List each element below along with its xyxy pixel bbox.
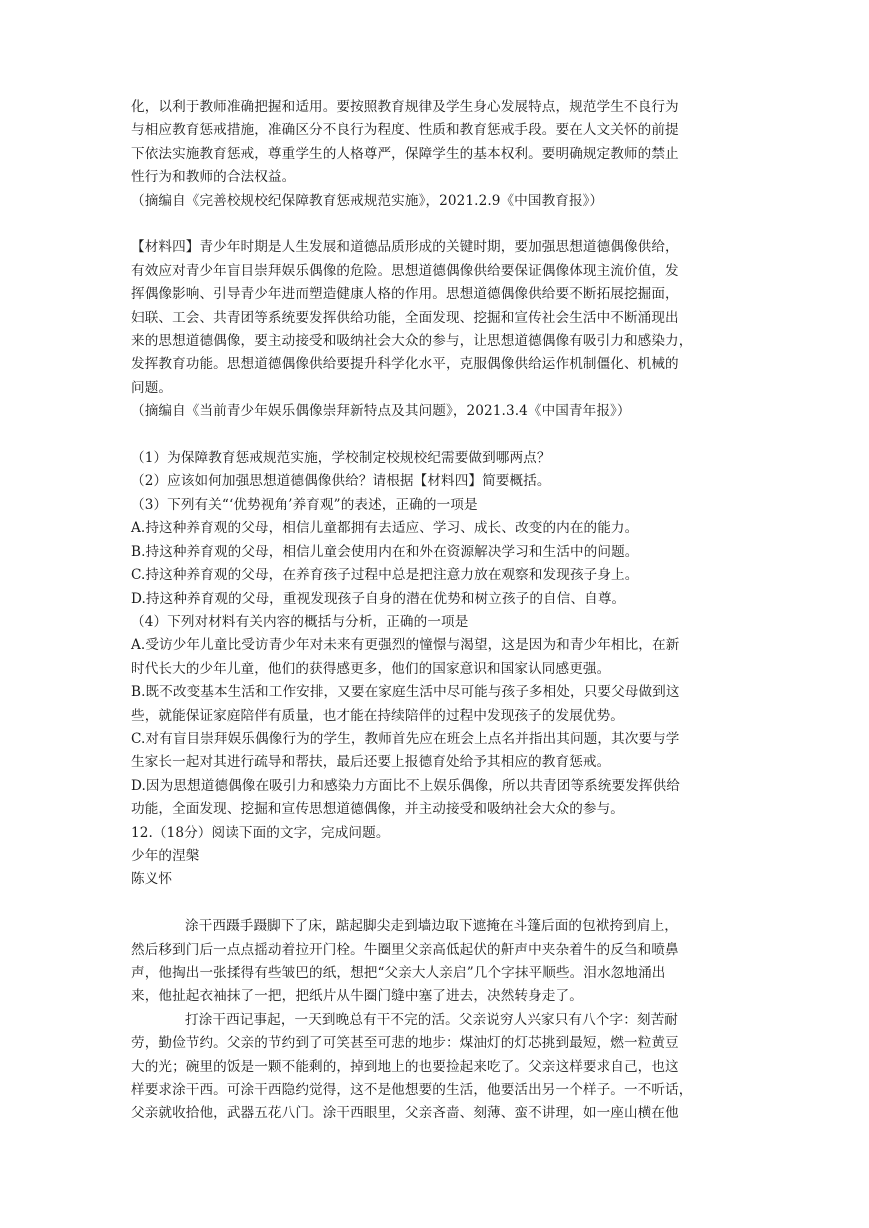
story-line: 劳，勤俭节约。父亲的节约到了可笑甚至可悲的地步：煤油灯的灯芯挑到最短，燃一粒黄豆: [131, 1035, 679, 1052]
questions: [131, 447, 739, 822]
story-line: 样要求涂干西。可涂干西隐约觉得，这不是他想要的生活，他要活出另一个样子。一不听话，: [131, 1082, 693, 1099]
question-3-option-a: A.持这种养育观的父母，相信儿童都拥有去适应、学习、成长、改变的内在的能力。: [131, 520, 639, 537]
material4-line: 问题。: [131, 379, 173, 396]
material3-tail: [131, 96, 739, 213]
story-paragraph-1: [131, 915, 739, 1009]
story-line: 涂干西蹑手蹑脚下了床，踮起脚尖走到墙边取下遮掩在斗篷后面的包袱挎到肩上，: [185, 918, 678, 935]
material4-source: （摘编自《当前青少年娱乐偶像崇拜新特点及其问题》，2021.3.4《中国青年报》）: [131, 403, 631, 420]
question-1: （1）为保障教育惩戒规范实施，学校制定校规校纪需要做到哪两点？: [131, 450, 551, 467]
story-title: 少年的涅槃: [131, 847, 200, 864]
document-page: [131, 96, 739, 1126]
material3-line: 与相应教育惩戒措施，准确区分不良行为程度、性质和教育惩戒手段。要在人文关怀的前提: [131, 122, 679, 139]
question-4-option-b: B.既不改变基本生活和工作安排，又要在家庭生活中尽可能与孩子多相处，只要父母做到这: [131, 684, 680, 701]
question-4-option-c: C.对有盲目崇拜娱乐偶像行为的学生，教师首先应在班会上点名并指出其问题，其次要与学: [131, 730, 680, 747]
question-3: （3）下列有关“‘优势视角’养育观”的表述，正确的一项是: [131, 496, 478, 513]
question-12-heading: 12.（18分）阅读下面的文字，完成问题。: [131, 824, 390, 841]
question-4-option-d: D.因为思想道德偶像在吸引力和感染力方面比不上娱乐偶像，所以共青团等系统要发挥供给: [131, 777, 680, 794]
material4-line: 挥偶像影响、引导青少年进而塑造健康人格的作用。思想道德偶像供给要不断拓展挖掘面，: [131, 286, 679, 303]
material4-line: 有效应对青少年盲目崇拜娱乐偶像的危险。思想道德偶像供给要保证偶像体现主流价值，发: [131, 262, 679, 279]
material4-line: 【材料四】青少年时期是人生发展和道德品质形成的关键时期，要加强思想道德偶像供给，: [131, 239, 679, 256]
question-3-option-d: D.持这种养育观的父母，重视发现孩子自身的潜在优势和树立孩子的自信、自尊。: [131, 590, 626, 607]
question-4-option-b-cont: 些，就能保证家庭陪伴有质量，也才能在持续陪伴的过程中发现孩子的发展优势。: [131, 707, 624, 724]
question-4-option-d-cont: 功能，全面发现、挖掘和宣传思想道德偶像，并主动接受和吸纳社会大众的参与。: [131, 801, 624, 818]
question-3-option-c: C.持这种养育观的父母，在养育孩子过程中总是把注意力放在观察和发现孩子身上。: [131, 567, 639, 584]
story-line: 大的光；碗里的饭是一颗不能剩的，掉到地上的也要捡起来吃了。父亲这样要求自己，也这: [131, 1058, 679, 1075]
question-2: （2）应该如何加强思想道德偶像供给？请根据【材料四】简要概括。: [131, 473, 551, 490]
story-line: 打涂干西记事起，一天到晚总有干不完的活。父亲说穷人兴家只有八个字：刻苦耐: [185, 1011, 678, 1028]
material3-line: 下依法实施教育惩戒，尊重学生的人格尊严，保障学生的基本权利。要明确规定教师的禁止: [131, 145, 679, 162]
material3-source: （摘编自《完善校规校纪保障教育惩戒规范实施》，2021.2.9《中国教育报》）: [131, 192, 604, 209]
story-line: 声，他掏出一张揉得有些皱巴的纸，想把“父亲大人亲启”几个字抹平顺些。泪水忽地涌出: [131, 964, 666, 981]
material4-line: 发挥教育功能。思想道德偶像供给要提升科学化水平，克服偶像供给运作机制僵化、机械的: [131, 356, 679, 373]
question-4-option-a: A.受访少年儿童比受访青少年对未来有更强烈的憧憬与渴望，这是因为和青少年相比，在新: [131, 637, 680, 654]
story-line: 父亲就收拾他，武器五花八门。涂干西眼里，父亲吝啬、刻薄、蛮不讲理，如一座山横在他: [131, 1105, 679, 1122]
material4: [131, 236, 739, 423]
question-4-option-c-cont: 生家长一起对其进行疏导和帮扶，最后还要上报德育处给予其相应的教育惩戒。: [131, 754, 611, 771]
question-4-option-a-cont: 时代长大的少年儿童，他们的获得感更多，他们的国家意识和国家认同感更强。: [131, 660, 611, 677]
story-line: 然后移到门后一点点摇动着拉开门栓。牛圈里父亲高低起伏的鼾声中夹杂着牛的反刍和喷鼻: [131, 941, 679, 958]
material3-line: 化，以利于教师准确把握和适用。要按照教育规律及学生身心发展特点，规范学生不良行为: [131, 99, 679, 115]
story-author: 陈义怀: [131, 871, 173, 888]
material3-line: 性行为和教师的合法权益。: [131, 169, 296, 186]
question-4: （4）下列对材料有关内容的概括与分析，正确的一项是: [131, 613, 469, 630]
story-line: 来，他扯起衣袖抹了一把，把纸片从牛圈门缝中塞了进去，决然转身走了。: [131, 988, 583, 1005]
material4-line: 妇联、工会、共青团等系统要发挥供给功能，全面发现、挖掘和宣传社会生活中不断涌现出: [131, 309, 679, 326]
question-3-option-b: B.持这种养育观的父母，相信儿童会使用内在和外在资源解决学习和生活中的问题。: [131, 543, 639, 560]
material4-line: 来的思想道德偶像，要主动接受和吸纳社会大众的参与，让思想道德偶像有吸引力和感染力，: [131, 333, 693, 350]
story-paragraph-2: [131, 1009, 739, 1126]
